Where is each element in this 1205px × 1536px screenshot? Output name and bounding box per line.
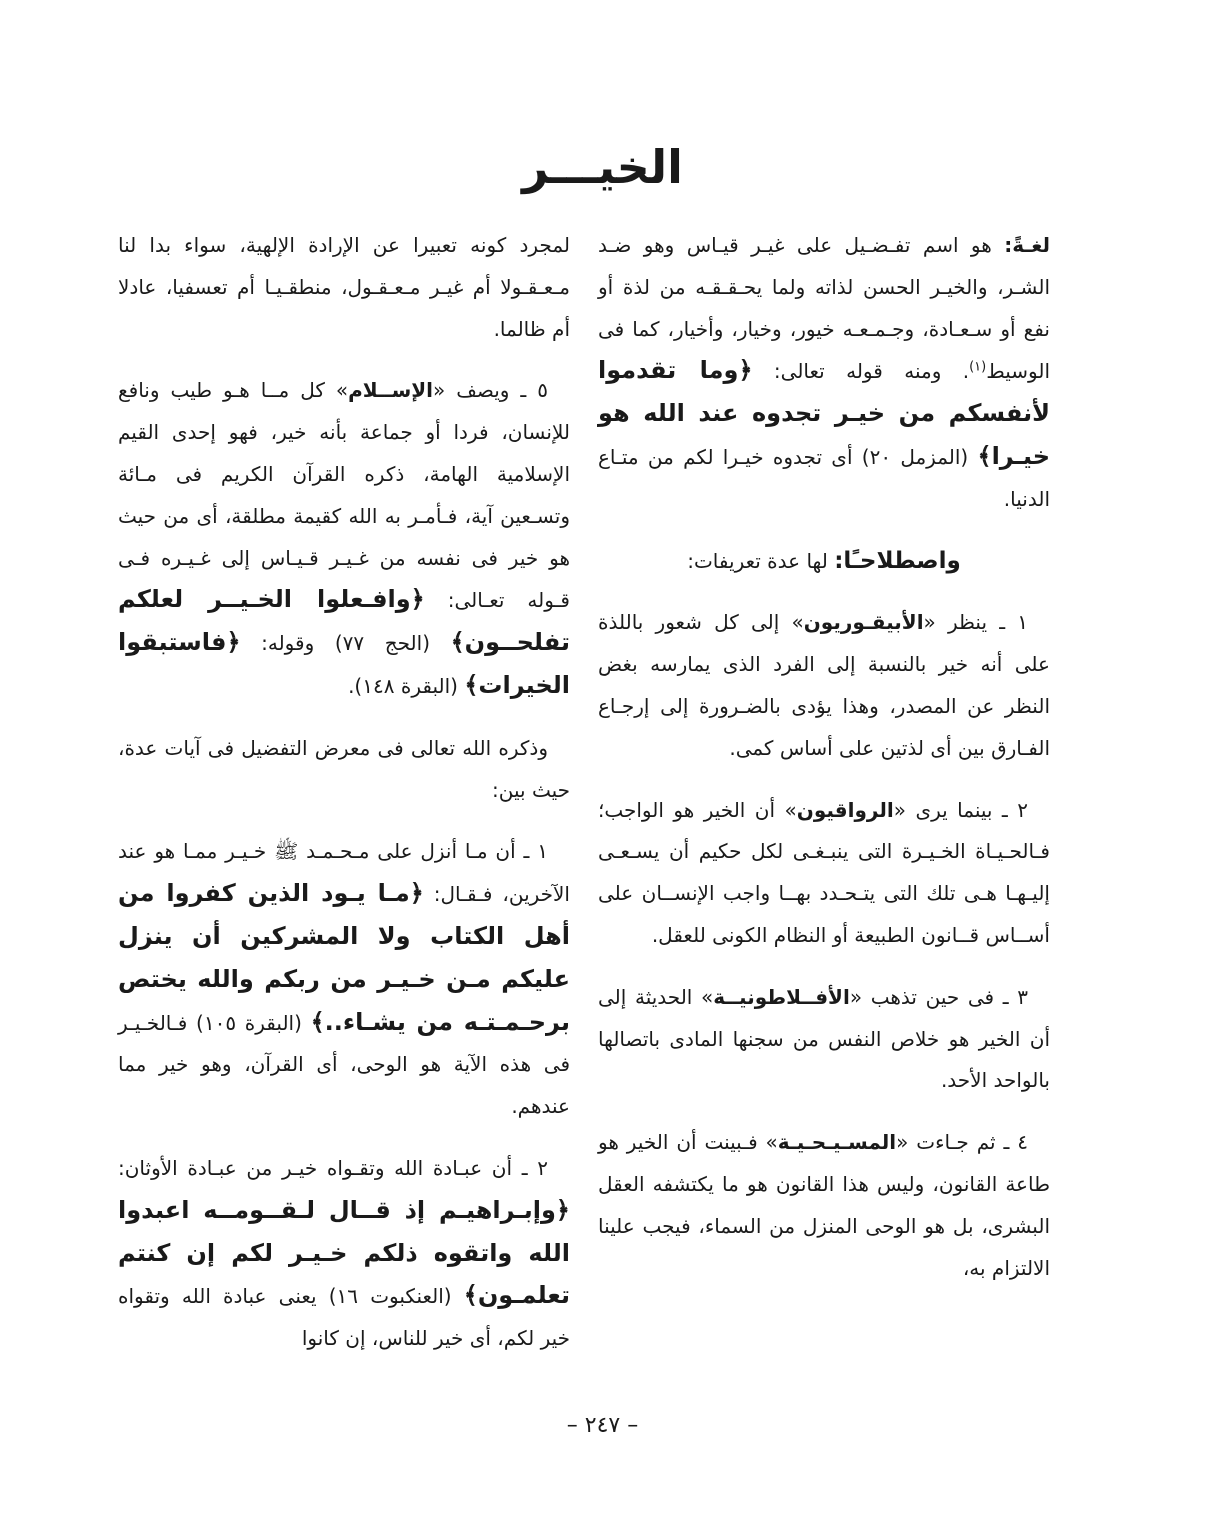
p8-text-b: (العنكبوت ١٦) يعنى عبادة الله وتقواه خير لكم، أى خير للناس، إن كانوا xyxy=(118,1284,570,1351)
p5-text-c: (الحج ٧٧) وقوله: xyxy=(240,631,451,656)
lugha-text: هو اسم تفـضـيل على غيـر قيـاس وهو ضـد الشـر، والخيـر الحسن لذاته ولما يحـقـقـه من لذة أو نفع أو سـعـادة، وجـمـعـه خيور، وخيار، وأخيار، كما فى الوسيط xyxy=(598,233,1050,384)
p2-text-a: ٢ ـ بينما يرى « xyxy=(893,797,1028,822)
left-column xyxy=(118,225,570,1380)
paragraph-christianity xyxy=(598,1122,1050,1289)
term-epicureans: الأبيقـوريون xyxy=(803,610,924,635)
p8-text-a: ٢ ـ أن عبـادة الله وتقـواه خيـر من عبـادة الأوثان: xyxy=(118,1155,548,1180)
term-platonism: الأفــلاطونيــة xyxy=(713,984,850,1009)
p2-text-b: » أن الخير هو الواجب؛ فـالحـيـاة الخـيـرة التى ينبـغـى لكل حكيم أن يسـعـى إليـهـا هـى تلك التى يتـحـدد بهــا واجب الإنســان على أســاس قــانون الطبيعة أو النظام الكونى للعقل. xyxy=(598,797,1050,947)
p3-text-b: » الحديثة إلى أن الخير هو خلاص النفس من سجنها المادى باتصالها بالواحد الأحد. xyxy=(598,984,1050,1093)
verse-muzzammil-tail: (المزمل ٢٠) أى تجدوه خيـرا لكم من متـاع الدنيا. xyxy=(598,444,1050,511)
p5-text-a: ٥ ـ ويصف « xyxy=(433,378,548,403)
paragraph-lugha xyxy=(598,225,1050,521)
p4-text-a: ٤ ـ ثم جـاءت « xyxy=(896,1130,1028,1155)
p7-text-a: ١ ـ أن مـا أنزل على مـحـمـد ﷺ خـيـر ممـا هو عند الآخرين، فـقـال: xyxy=(118,839,570,907)
lugha-text-2: . ومنه قوله تعالى: xyxy=(752,359,970,384)
verse-baqara-105: ﴿مـا يـود الذين كفروا من أهل الكتاب ولا المشركين أن ينزل عليكم مـن خـيـر من ربكم والله يختص برحـمـتـه من يشـاء..﴾ xyxy=(118,879,570,1036)
paragraph-tafdil: وذكره الله تعالى فى معرض التفضيل فى آيات عدة، حيث بين: xyxy=(118,735,570,802)
page-number: – ٢٤٧ – xyxy=(566,1413,639,1438)
istilah-text: لها عدة تعريفات: xyxy=(687,548,835,573)
p7-text-b: (البقرة ١٠٥) فـالخـيـر فى هذه الآية هو الوحى، أى القرآن، وهو خير مما عندهم. xyxy=(118,1010,570,1119)
p1-text-b: » إلى كل شعور باللذة على أنه خير بالنسبة إلى الفرد الذى يمارسه بغض النظر عن المصدر، وهذا يؤدى بالضـرورة إلى إرجـاع الفـارق بين أى لذتين على أساس كمى. xyxy=(598,610,1050,760)
p5-text-b: » كل مــا هـو طيب ونافع للإنسان، فردا أو جماعة بأنه خير، فهو إحدى القيم الإسلامية الهامة، ذكره القرآن الكريم فى مـائة وتسـعين آية، فـأمـر به الله كقيمة مطلقة، أى من حيث هو خير فى نفسه من غـيـر قـيـاس إلى غـيـره فـى قـوله تعـالى: xyxy=(118,378,570,613)
p1-text-a: ١ ـ ينظر « xyxy=(923,610,1028,635)
lugha-label: لغـةً: xyxy=(1004,233,1050,257)
footnote-mark: (١) xyxy=(969,359,987,375)
paragraph-islam xyxy=(118,370,570,707)
paragraph-continuation: لمجرد كونه تعبيرا عن الإرادة الإلهية، سواء بدا لنا مـعـقـولا أم غيـر مـعـقـول، منطقـيـا أم تعسفيا، عادلا أم ظالما. xyxy=(118,233,570,341)
term-stoics: الرواقيون xyxy=(796,797,894,822)
p5-text-d: (البقرة ١٤٨). xyxy=(348,673,465,698)
verse-baqara-148: ﴿فاستبقوا الخيرات﴾ xyxy=(118,628,570,699)
paragraph-epicureans xyxy=(598,602,1050,769)
verse-muzzammil: ﴿وما تقدموا لأنفسكم من خيـر تجدوه عند الله هو خيـرا﴾ xyxy=(598,356,1051,470)
paragraph-platonism xyxy=(598,977,1050,1102)
verse-ankabut: ﴿وإبـراهيـم إذ قــال لـقــومــه اعبدوا الله واتقوه ذلكم خـيـر لكم إن كنتم تعلمـون﴾ xyxy=(118,1195,570,1310)
paragraph-stoics xyxy=(598,790,1050,957)
term-christianity: المسـيـحـيـة xyxy=(777,1130,897,1155)
verse-hajj: ﴿وافـعلوا الخـيــر لعلكم تفلحــون﴾ xyxy=(118,585,570,657)
paragraph-point-1 xyxy=(118,831,570,1128)
p4-text-b: » فـبينت أن الخير هو طاعة القانون، وليس هذا القانون هو ما يكتشفه العقل البشرى، بل هو الوحى المنزل من السماء، فيجب علينا الالتزام به، xyxy=(598,1130,1050,1280)
paragraph-point-2 xyxy=(118,1148,570,1360)
page-title: الخيـــر xyxy=(522,140,683,194)
p3-text-a: ٣ ـ فى حين تذهب « xyxy=(849,984,1028,1009)
paragraph-istilah xyxy=(598,541,1050,583)
istilah-label: واصطلاحـًا: xyxy=(834,547,961,574)
term-islam: الإســلام xyxy=(348,378,433,403)
right-column xyxy=(598,225,1050,1309)
